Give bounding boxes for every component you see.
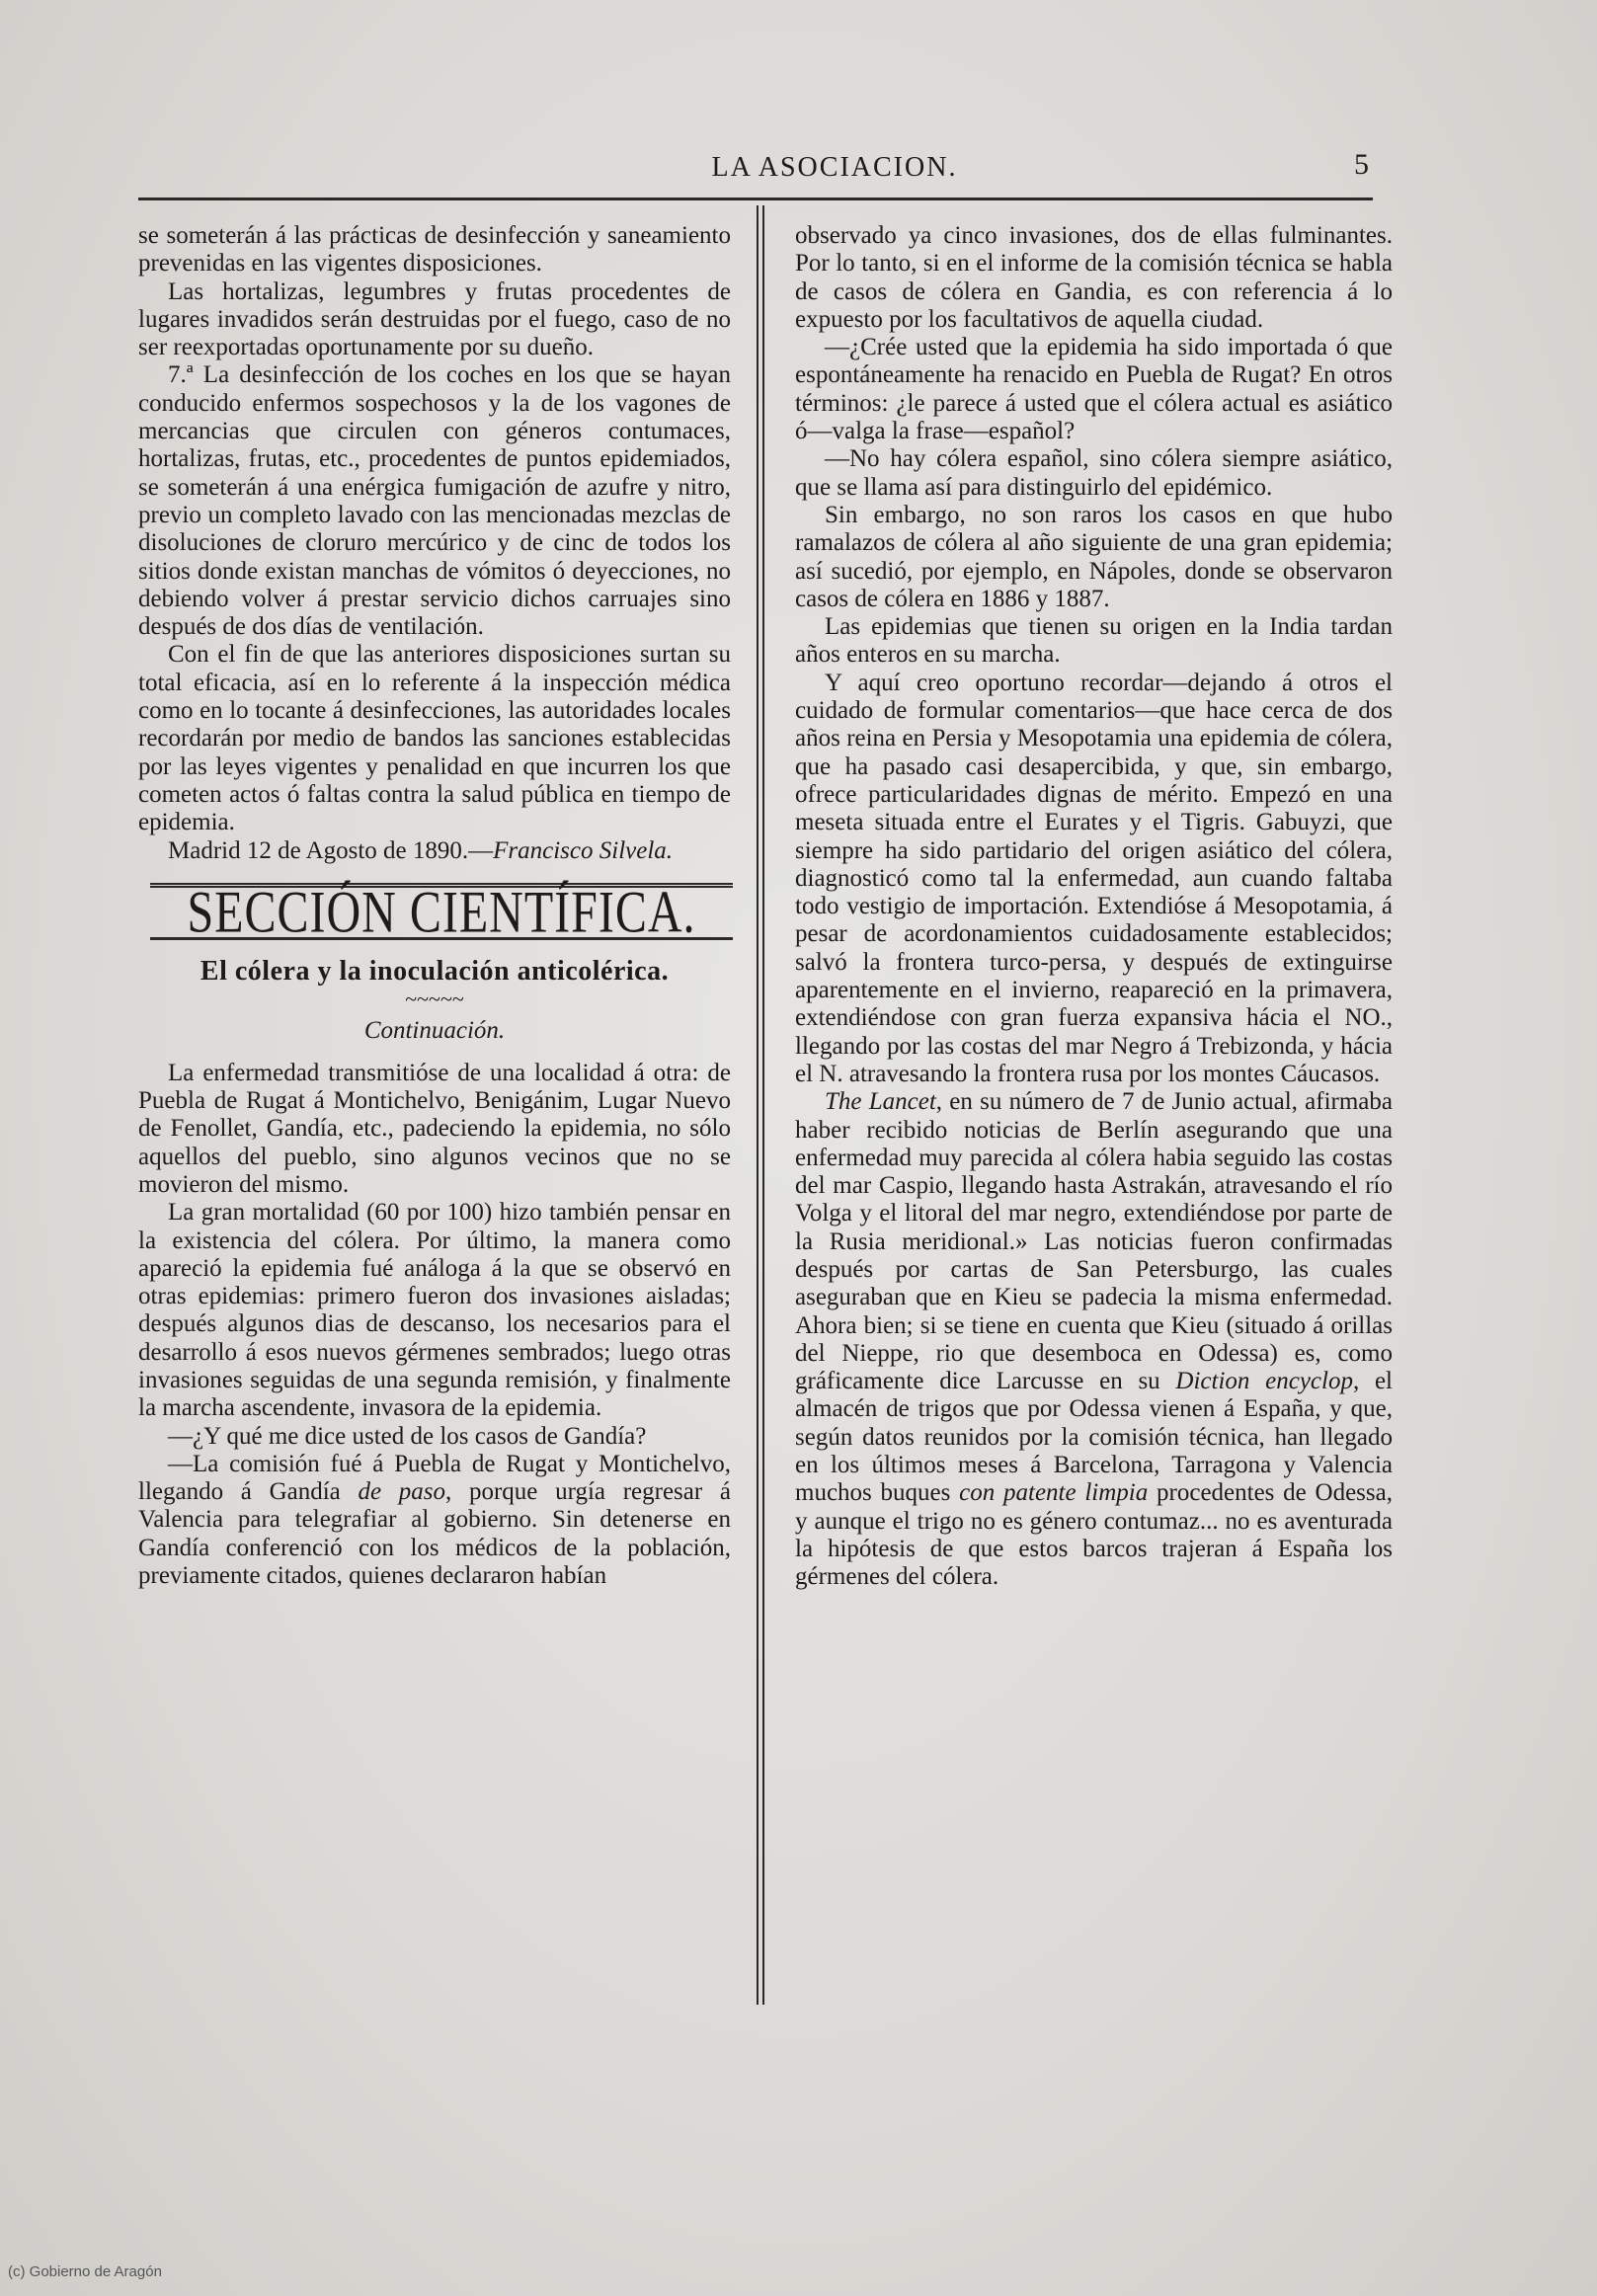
paragraph: observado ya cinco invasiones, dos de ellas fulminantes. Por lo tanto, si en el informe de la comisión técnica se habla de casos de cólera en Gandia, es con referencia á lo expuesto por los facultativos de aquella ciudad. [795, 222, 1393, 333]
paragraph: Las epidemias que tienen su origen en la India tardan años enteros en su marcha. [795, 613, 1393, 669]
paragraph: La gran mortalidad (60 por 100) hizo también pensar en la existencia del cólera. Por último, la manera como apareció la epidemia fué análoga á la que se observó en otras epidemias: primero fueron dos invasiones aisladas; después algunos dias de descanso, los necesarios para el desarrollo á esos nuevos gérmenes sembrados; luego otras invasiones seguidas de una segunda remisión, y finalmente la marcha ascendente, invasora de la epidemia. [138, 1199, 731, 1422]
ornament: ~~~~~ [405, 987, 464, 1012]
page-number: 5 [1354, 148, 1369, 181]
paragraph: Las hortalizas, legumbres y frutas procedentes de lugares invadidos serán destruidas por el fuego, caso de no ser reexportadas oportunamente por su dueño. [138, 277, 731, 361]
header-rule [138, 198, 1373, 200]
signature-date: Madrid 12 de Agosto de 1890.— [168, 836, 494, 864]
signature-line [138, 837, 731, 865]
journal-title: LA ASOCIACION. [711, 152, 958, 183]
signature-name: Francisco Silvela. [493, 836, 674, 864]
column-divider [757, 205, 764, 2005]
article-title: El cólera y la inoculación anticolérica. [200, 956, 670, 988]
section-header [150, 880, 733, 946]
page-header [138, 148, 1373, 194]
paragraph: Sin embargo, no son raros los casos en que hubo ramalazos de cólera al año siguiente de una gran epidemia; así sucedió, por ejemplo, en Nápoles, donde se observaron casos de cólera en 1886 y 1887. [795, 501, 1393, 612]
copyright-credit: (c) Gobierno de Aragón [8, 2263, 162, 2280]
paragraph: Y aquí creo oportuno recordar—dejando á otros el cuidado de formular comentarios—que hace cerca de dos años reina en Persia y Mesopotamia una epidemia de cólera, que ha pasado casi desapercibida, y que, sin embargo, ofrece particularidades dignas de mérito. Empezó en una meseta situada entre el Eurates y el Tigris. Gabuyzi, que siempre ha sido partidario del origen asiático del cólera, diagnosticó como tal la enfermedad, aun cuando faltaba todo vestigio de importación. Extendióse á Mesopotamia, á pesar de acordonamientos cuidadosamente establecidos; salvó la frontera turco-persa, y después de extinguirse aparentemente en el invierno, reapareció en la primavera, extendiéndose con gran fuerza expansiva hácia el NO., llegando por las costas del mar Negro á Trebizonda, y hácia el N. atravesando la frontera rusa por los montes Cáucasos. [795, 669, 1393, 1087]
right-column [795, 222, 1393, 1592]
paragraph: La enfermedad transmitióse de una localidad á otra: de Puebla de Rugat á Montichelvo, Benigánim, Lugar Nuevo de Fenollet, Gandía, etc., padeciendo la epidemia, no sólo aquellos del pueblo, sino algunos vecinos que no se movieron del mismo. [138, 1059, 731, 1198]
paragraph: —¿Y qué me dice usted de los casos de Gandía? [168, 1422, 647, 1450]
paragraph: 7.ª La desinfección de los coches en los que se hayan conducido enfermos sospechosos y la de los vagones de mercancias que circulen con géneros contumaces, hortalizas, frutas, etc., procedentes de puntos epidemiados, se someterán á una enérgica fumigación de azufre y nitro, previo un completo lavado con las mencionadas mezclas de disoluciones de cloruro mercúrico y de cinc de todos los sitios donde existan manchas de vómitos ó deyecciones, no debiendo volver á prestar servicio dichos carruajes sino después de dos días de ventilación. [138, 361, 731, 641]
paragraph: The Lancet, en su número de 7 de Junio actual, afirmaba haber recibido noticias de Berlín asegurando que una enfermedad muy parecida al cólera habia seguido las costas del mar Caspio, llegando hasta Astrakán, atravesando el río Volga y el litoral del mar negro, extendiéndose por parte de la Rusia meridional.» Las noticias fueron confirmadas después por cartas de San Petersburgo, las cuales aseguraban que en Kieu se padecia la misma enfermedad. Ahora bien; si se tiene en cuenta que Kieu (situado á orillas del Nieppe, rio que desemboca en Odessa) es, como gráficamente dice Larcusse en su Diction encyclop, el almacén de trigos que por Odessa vienen á España, y que, según datos reunidos por la comisión técnica, han llegado en los últimos meses á Barcelona, Tarragona y Valencia muchos buques con patente limpia procedentes de Odessa, y aunque el trigo no es género contumaz... no es aventurada la hipótesis de que estos barcos trajeran á España los gérmenes del cólera. [795, 1088, 1393, 1591]
paragraph: —La comisión fué á Puebla de Rugat y Montichelvo, llegando á Gandía de paso, porque urgía regresar á Valencia para telegrafiar al gobierno. Sin detenerse en Gandía conferenció con los médicos de la población, previamente citados, quienes declararon habían [138, 1450, 731, 1590]
section-title: SECCIÓN CIENTÍFICA. [187, 880, 696, 946]
paragraph: se someterán á las prácticas de desinfección y saneamiento prevenidas en las vigentes disposiciones. [138, 222, 731, 277]
left-column [138, 222, 731, 1590]
continuation-label: Continuación. [363, 1017, 506, 1045]
paragraph: Con el fin de que las anteriores disposiciones surtan su total eficacia, así en lo referente á la inspección médica como en lo tocante á desinfecciones, las autoridades locales recordarán por medio de bandos las sanciones establecidas por las leyes vigentes y penalidad en que incurren los que cometen actos ó faltas contra la salud pública en tiempo de epidemia. [138, 641, 731, 836]
paragraph: —No hay cólera español, sino cólera siempre asiático, que se llama así para distinguirlo del epidémico. [795, 445, 1393, 501]
paragraph: —¿Crée usted que la epidemia ha sido importada ó que espontáneamente ha renacido en Puebla de Rugat? En otros términos: ¿le parece á usted que el cólera actual es asiático ó—valga la frase—español? [795, 334, 1393, 445]
